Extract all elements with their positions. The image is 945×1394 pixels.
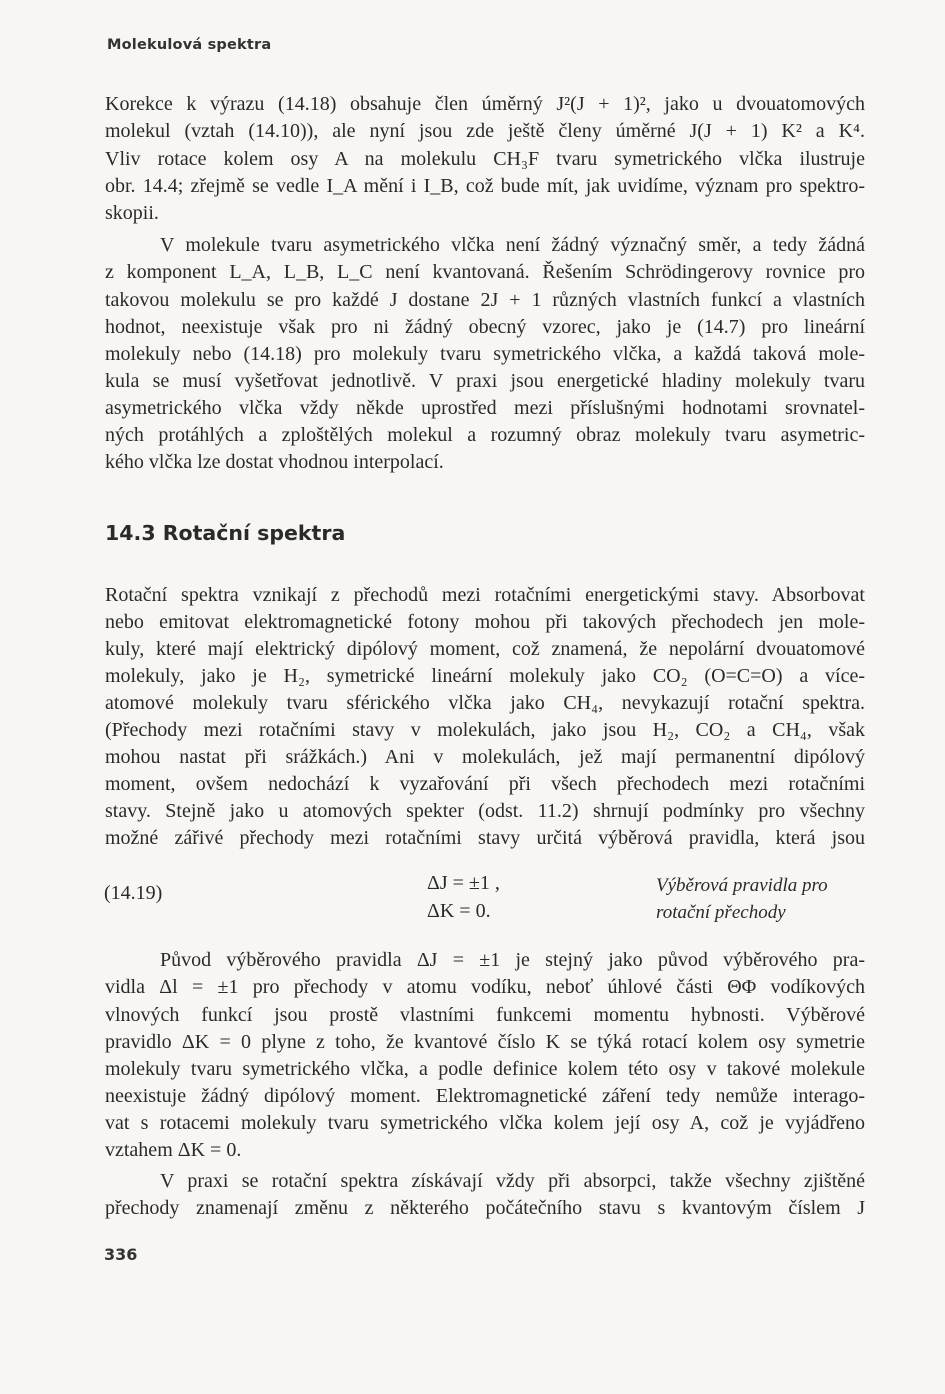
text-line: atomové molekuly tvaru sférického vlčka jako CH₄, nevykazují rotační spektra. xyxy=(105,692,865,714)
text-line: vidla Δl = ±1 pro přechody v atomu vodíku, neboť úhlové části ΘΦ vodíkových xyxy=(105,976,865,998)
text-line: skopii. xyxy=(105,202,159,224)
text-line: molekuly tvaru symetrického vlčka, a podle definice kolem této osy v takové molekule xyxy=(105,1058,865,1080)
text-line: asymetrického vlčka vždy někde uprostřed mezi příslušnými hodnotami srovnatel- xyxy=(105,397,865,419)
equation-note: rotační přechody xyxy=(656,902,786,923)
text-line: Rotační spektra vznikají z přechodů mezi rotačními energetickými stavy. Absorbovat xyxy=(105,584,865,606)
text-line: pravidlo ΔK = 0 plyne z toho, že kvantové číslo K se týká rotací kolem osy symetrie xyxy=(105,1031,865,1053)
equation-line: ΔJ = ±1 , xyxy=(427,872,500,894)
text-line: obr. 14.4; zřejmě se vedle I_A mění i I_B, což bude mít, jak uvidíme, význam pro spektro- xyxy=(105,175,865,197)
text-line: kula se musí vyšetřovat jednotlivě. V praxi jsou energetické hladiny molekuly tvaru xyxy=(105,370,865,392)
text-line: Původ výběrového pravidla ΔJ = ±1 je stejný jako původ výběrového pra- xyxy=(160,949,865,971)
text-line: V praxi se rotační spektra získávají vždy při absorpci, takže všechny zjištěné xyxy=(160,1170,865,1192)
text-line: molekul (vztah (14.10)), ale nyní jsou zde ještě členy úměrné J(J + 1) K² a K⁴. xyxy=(105,120,865,142)
text-line: z komponent L_A, L_B, L_C není kvantovaná. Řešením Schrödingerovy rovnice pro xyxy=(105,261,865,283)
text-line: Vliv rotace kolem osy A na molekulu CH₃F tvaru symetrického vlčka ilustruje xyxy=(105,148,865,170)
text-line: přechody znamenají změnu z některého počátečního stavu s kvantovým číslem J xyxy=(105,1197,865,1219)
running-head: Molekulová spektra xyxy=(107,37,272,53)
text-line: molekuly, jako je H₂, symetrické lineární molekuly jako CO₂ (O=C=O) a více- xyxy=(105,665,865,687)
text-line: neexistuje žádný dipólový moment. Elektromagnetické záření tedy nemůže interago- xyxy=(105,1085,865,1107)
text-line: kého vlčka lze dostat vhodnou interpolací. xyxy=(105,451,444,473)
page-number: 336 xyxy=(104,1245,138,1264)
text-line: hodnot, neexistuje však pro ni žádný obecný vzorec, jako je (14.7) pro lineární xyxy=(105,316,865,338)
text-line: vlnových funkcí jsou prostě vlastními funkcemi momentu hybnosti. Výběrové xyxy=(105,1004,865,1026)
text-line: V molekule tvaru asymetrického vlčka není žádný význačný směr, a tedy žádná xyxy=(160,234,865,256)
equation-number: (14.19) xyxy=(104,882,163,904)
text-line: nebo emitovat elektromagnetické fotony mohou při takových přechodech jen mole- xyxy=(105,611,865,633)
text-line: vat s rotacemi molekuly tvaru symetrického vlčka kolem její osy A, což je vyjádřeno xyxy=(105,1112,865,1134)
text-line: molekuly nebo (14.18) pro molekuly tvaru symetrického vlčka, a každá taková mole- xyxy=(105,343,865,365)
text-line: mohou nastat při srážkách.) Ani v molekulách, jež mají permanentní dipólový xyxy=(105,746,865,768)
text-line: Korekce k výrazu (14.18) obsahuje člen úměrný J²(J + 1)², jako u dvouatomových xyxy=(105,93,865,115)
text-line: ných protáhlých a zploštělých molekul a rozumný obraz molekuly tvaru asymetric- xyxy=(105,424,865,446)
text-line: stavy. Stejně jako u atomových spekter (odst. 11.2) shrnují podmínky pro všechny xyxy=(105,800,865,822)
text-line: kuly, které mají elektrický dipólový moment, což znamená, že nepolární dvouatomové xyxy=(105,638,865,660)
text-line: vztahem ΔK = 0. xyxy=(105,1139,242,1161)
text-line: takovou molekulu se pro každé J dostane 2J + 1 různých vlastních funkcí a vlastních xyxy=(105,289,865,311)
text-line: možné zářivé přechody mezi rotačními stavy určitá výběrová pravidla, která jsou xyxy=(105,827,865,849)
equation-note: Výběrová pravidla pro xyxy=(656,875,828,896)
section-heading: 14.3 Rotační spektra xyxy=(105,521,346,545)
equation-line: ΔK = 0. xyxy=(427,900,491,922)
text-line: moment, ovšem nedochází k vyzařování při všech přechodech mezi rotačními xyxy=(105,773,865,795)
text-line: (Přechody mezi rotačními stavy v molekulách, jako jsou H₂, CO₂ a CH₄, však xyxy=(105,719,865,741)
